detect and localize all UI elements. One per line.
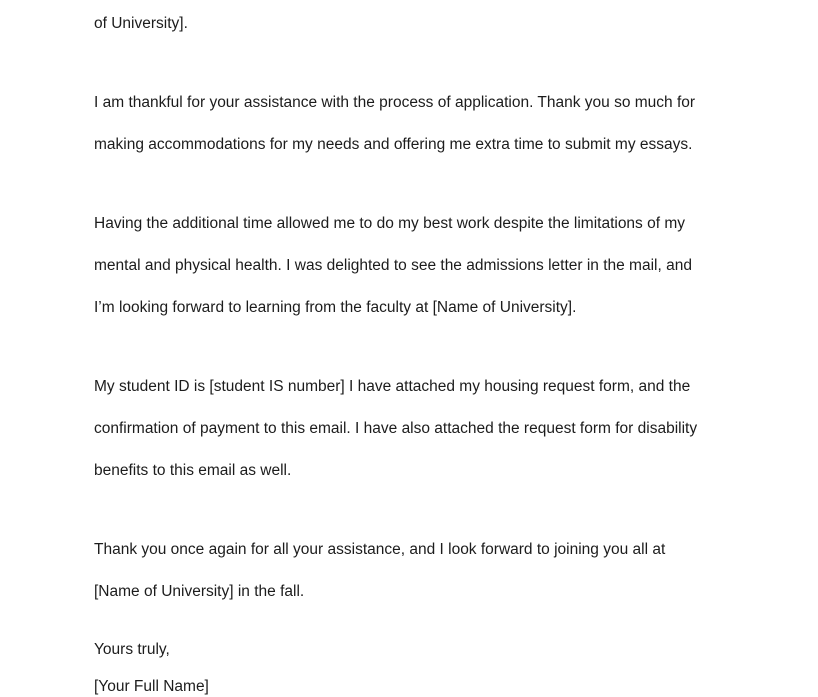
closing-salutation: Yours truly,	[94, 641, 170, 658]
letter-body	[94, 0, 794, 697]
paragraph-line: mental and physical health. I was delighted to see the admissions letter in the mail, and	[94, 257, 692, 274]
paragraph-line: confirmation of payment to this email. I have also attached the request form for disability	[94, 420, 698, 437]
paragraph-line: Having the additional time allowed me to do my best work despite the limitations of my	[94, 215, 686, 232]
paragraph-thanks	[94, 71, 794, 176]
paragraph-line: I’m looking forward to learning from the faculty at [Name of University].	[94, 299, 577, 316]
paragraph-line: [Name of University] in the fall.	[94, 583, 305, 600]
paragraph-line: My student ID is [student IS number] I have attached my housing request form, and the	[94, 378, 691, 395]
signature-name: [Your Full Name]	[94, 678, 209, 695]
partial-paragraph	[94, 0, 794, 55]
paragraph-additional-time	[94, 192, 794, 339]
paragraph-student-id	[94, 355, 794, 502]
paragraph-line: Thank you once again for all your assistance, and I look forward to joining you all at	[94, 541, 666, 558]
partial-top-line: of University].	[94, 15, 188, 32]
paragraph-line: making accommodations for my needs and offering me extra time to submit my essays.	[94, 136, 693, 153]
paragraph-closing-thanks	[94, 518, 794, 623]
paragraph-line: benefits to this email as well.	[94, 462, 292, 479]
paragraph-line: I am thankful for your assistance with the process of application. Thank you so much for	[94, 94, 696, 111]
